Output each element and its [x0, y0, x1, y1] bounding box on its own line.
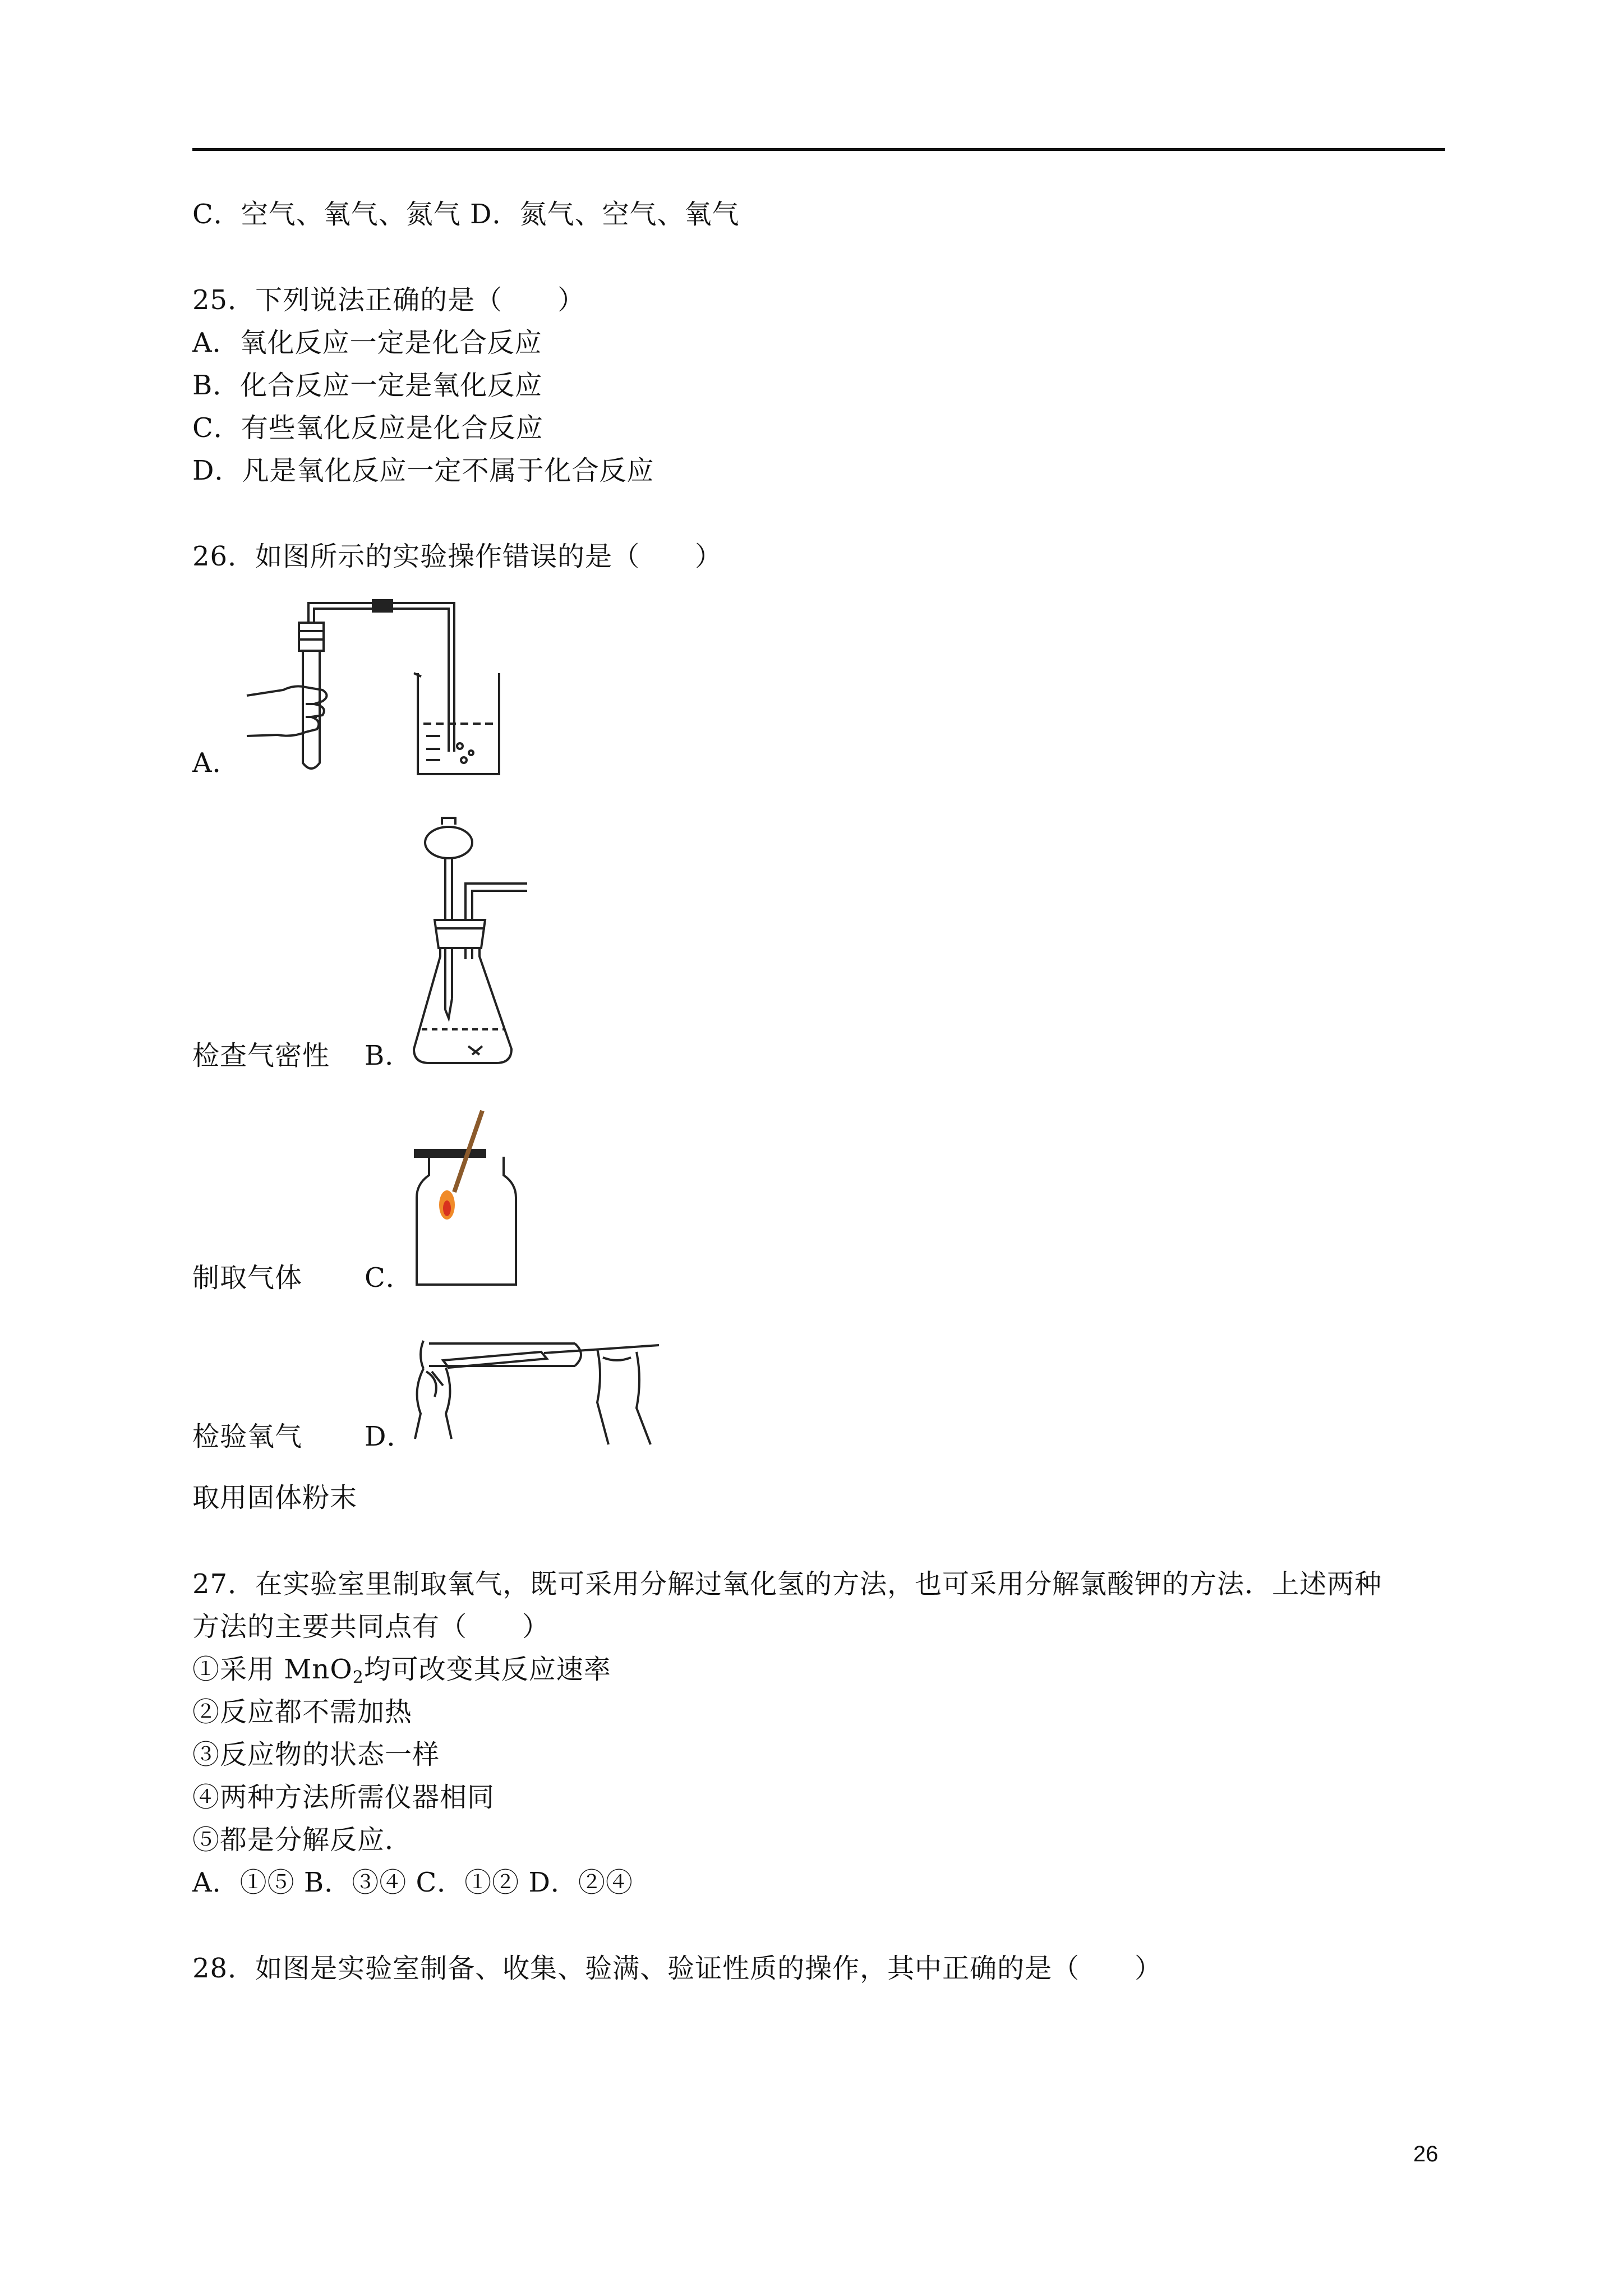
q27-item-1-pre: ①采用 MnO: [192, 1654, 353, 1685]
q26-label-a: A．: [192, 747, 240, 779]
q26-stem: 26．如图所示的实验操作错误的是（ ）: [192, 541, 723, 572]
q28-stem: 28．如图是实验室制备、收集、验满、验证性质的操作，其中正确的是（ ）: [192, 1953, 1163, 1984]
page-number: 26: [1413, 2142, 1438, 2166]
prev-question-options: C．空气、氧气、氮气 D．氮气、空气、氧气: [192, 199, 740, 230]
q27-item-4: ④两种方法所需仪器相同: [192, 1782, 495, 1813]
q25-option-c: C．有些氧化反应是化合反应: [192, 412, 543, 444]
q26-caption-d: 取用固体粉末: [192, 1482, 358, 1513]
q27-item-2: ②反应都不需加热: [192, 1696, 413, 1728]
q26-caption-b: 制取气体: [192, 1262, 303, 1294]
q25-option-a: A．氧化反应一定是化合反应: [192, 327, 542, 358]
q27-item-1: [192, 1653, 611, 1695]
q26-caption-a: 检查气密性: [192, 1040, 330, 1071]
q27-item-3: ③反应物的状态一样: [192, 1739, 440, 1770]
q27-options: A．①⑤ B．③④ C．①② D．②④: [192, 1867, 633, 1898]
q25-stem: 25．下列说法正确的是（ ）: [192, 284, 585, 316]
q25-option-b: B．化合反应一定是氧化反应: [192, 370, 543, 401]
q26-label-d: D．: [365, 1421, 414, 1452]
q26-caption-c: 检验氧气: [192, 1421, 303, 1452]
q27-item-1-sub: 2: [352, 1668, 364, 1687]
q26-label-b: B．: [365, 1040, 413, 1071]
header-rule: [192, 148, 1445, 151]
q27-stem-line2: 方法的主要共同点有（ ）: [192, 1611, 550, 1642]
airtightness-check-figure: [238, 589, 513, 783]
q25-option-d: D．凡是氧化反应一定不属于化合反应: [192, 455, 654, 486]
oxygen-test-figure: [412, 1099, 524, 1290]
powder-transfer-figure: [412, 1318, 665, 1447]
q27-stem-line1: 27．在实验室里制取氧气，既可采用分解过氧化氢的方法，也可采用分解氯酸钾的方法．上述两种: [192, 1568, 1382, 1600]
q27-item-1-post: 均可改变其反应速率: [363, 1654, 611, 1685]
q26-label-c: C．: [365, 1262, 413, 1294]
gas-generation-figure: [409, 808, 533, 1071]
q27-item-5: ⑤都是分解反应．: [192, 1824, 413, 1856]
